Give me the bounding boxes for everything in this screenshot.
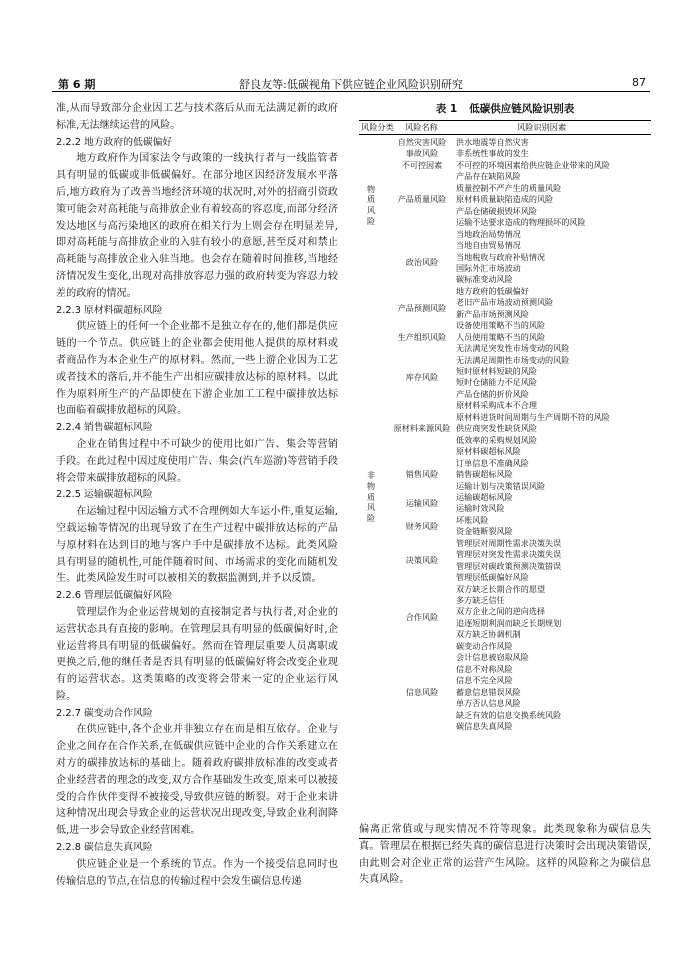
table-factor-cell: 供应商突发性缺货风险 bbox=[456, 423, 537, 434]
section-heading: 2.2.6 管理层低碳偏好风险 bbox=[56, 590, 173, 602]
table-factor-cell: 产品仓储破损毁坏风险 bbox=[456, 205, 537, 216]
table-factor-cell: 会计信息被窃取风险 bbox=[456, 652, 529, 663]
table-factor-cell: 产品存在缺陷风险 bbox=[456, 171, 521, 182]
table-factor-cell: 当地自由贸易情况 bbox=[456, 240, 521, 251]
table-title: 低碳供应链风险识别表 bbox=[469, 103, 575, 115]
table-risk-name-cell: 产品质量风险 bbox=[397, 194, 447, 205]
header-rule bbox=[52, 91, 650, 92]
table-factor-cell: 碳标准变动风险 bbox=[456, 274, 513, 285]
table-factor-cell: 多方缺乏信任 bbox=[456, 595, 505, 605]
table-factor-cell: 洪水地震等自然灾害 bbox=[456, 137, 529, 147]
section-heading: 2.2.3 原材料碳超标风险 bbox=[56, 304, 163, 316]
section-heading: 2.2.7 碳变动合作风险 bbox=[56, 707, 153, 719]
table-factor-cell: 运输碳超标风险 bbox=[456, 491, 513, 502]
table-factor-cell: 信息不对称风险 bbox=[456, 663, 513, 674]
table-factor-cell: 资金链断裂风险 bbox=[456, 526, 513, 537]
table-factor-cell: 碳信息失真风险 bbox=[456, 720, 513, 731]
section-heading: 2.2.8 碳信息失真风险 bbox=[56, 842, 153, 854]
table-factor-cell: 人员使用策略不当的风险 bbox=[456, 331, 546, 342]
table-factor-cell: 销售碳超标风险 bbox=[456, 469, 513, 480]
table-factor-cell: 蓄意信息错误风险 bbox=[456, 686, 521, 697]
table-factor-cell: 质量控制不严产生的质量风险 bbox=[456, 182, 562, 193]
table-category-cell: 物质风险 bbox=[366, 183, 376, 226]
table-factor-cell: 当地政治局势情况 bbox=[456, 228, 521, 239]
paragraph: 准,从而导致部分企业因工艺与技术落后从而无法满足新的政府标准,无法继续运营的风险。 bbox=[56, 103, 338, 131]
table-factor-cell: 坏账风险 bbox=[456, 514, 489, 525]
table-factor-cell: 双方企业之间的逆向选择 bbox=[456, 606, 546, 617]
table-risk-name-cell: 合作风险 bbox=[405, 612, 439, 623]
left-column bbox=[56, 101, 338, 890]
right-column bbox=[359, 822, 651, 889]
issue-label: 第 6 期 bbox=[58, 78, 96, 91]
table-factor-cell: 产品仓储的折价风险 bbox=[456, 388, 529, 399]
table-factor-cell: 短时原材料短缺的风险 bbox=[456, 366, 537, 376]
table-risk-name-cell: 不可控因素 bbox=[401, 159, 443, 170]
table-factor-cell: 当地税收与政府补贴情况 bbox=[456, 251, 546, 262]
table-factor-cell: 新产品市场预测风险 bbox=[456, 308, 529, 319]
table-factor-cell: 无法满足突发性市场变动的风险 bbox=[456, 343, 570, 354]
table-risk-name-cell: 财务风险 bbox=[405, 520, 439, 531]
table-risk-name-cell: 原材料来源风险 bbox=[393, 423, 451, 434]
table-factor-cell: 非系统性事故的发生 bbox=[456, 148, 529, 159]
table-factor-cell: 设备使用策略不当的风险 bbox=[456, 320, 546, 331]
paragraph: 供应链企业是一个系统的节点。作为一个接受信息同时也传输信息的节点,在信息的传输过程中会发生碳信息传递 bbox=[56, 858, 338, 887]
table-risk-name-cell: 生产组织风险 bbox=[397, 331, 447, 342]
table-factor-cell: 双方缺乏协调机制 bbox=[456, 629, 521, 640]
table-factor-cell: 不可控的环境因素给供应链企业带来的风险 bbox=[456, 159, 610, 170]
table-factor-cell: 无法满足周期性市场变动的风险 bbox=[456, 354, 570, 365]
page-number: 87 bbox=[632, 76, 646, 89]
table-risk-name-cell: 决策风险 bbox=[405, 554, 439, 565]
table-factor-cell: 管理层低碳偏好风险 bbox=[456, 572, 529, 583]
table-factor-cell: 原材料质量缺陷造成的风险 bbox=[456, 194, 554, 205]
table-body bbox=[359, 135, 651, 839]
table-factor-cell: 运输时效风险 bbox=[456, 503, 505, 514]
table-header-cell: 风险识别因素 bbox=[517, 122, 567, 132]
table-number: 表 1 bbox=[435, 103, 458, 115]
table-factor-cell: 管理层对碳政策预测决策错误 bbox=[456, 560, 562, 571]
table-factor-cell: 地方政府的低碳偏好 bbox=[456, 285, 529, 296]
table-factor-cell: 追逐短期利润而缺乏长期规划 bbox=[456, 617, 562, 628]
table-risk-name-cell: 政治风险 bbox=[405, 257, 439, 268]
paragraph: 在运输过程中因运输方式不合理例如大车运小件,重复运输,空载运输等情况的出现导致了在生产过程中碳排放达标的产品与原材料在达到目的地与客户手中是碳排放不达标。此类风险具有明显的随机性,可能伴随着时间、市场需求的变化而随机发生。此类风险发生时可以被相关的数据监测到,并予以反馈。 bbox=[56, 506, 338, 585]
table-factor-cell: 原材料碳超标风险 bbox=[456, 446, 521, 457]
section-heading: 2.2.4 销售碳超标风险 bbox=[56, 422, 153, 434]
paragraph: 管理层作为企业运营规划的直接制定者与执行者,对企业的运营状态具有直接的影响。在管理层具有明显的低碳偏好时,企业运营将具有明显的低碳偏好。然而在管理层重要人员离职或更换之后,他的继任者是否具有明显的低碳偏好将会改变企业现有的运营状态。这类策略的改变将会带来一定的企业运行风险。 bbox=[56, 606, 338, 702]
table-factor-cell: 信息不完全风险 bbox=[456, 675, 513, 686]
paragraph: 企业在销售过程中不可缺少的使用比如广告、集会等营销手段。在此过程中因过度使用广告、集会(汽车巡游)等营销手段将会带来碳排放超标的风险。 bbox=[56, 438, 338, 484]
table-risk-name-cell: 库存风险 bbox=[405, 371, 439, 382]
table-factor-cell: 低效率的采购规划风险 bbox=[456, 434, 537, 445]
table-factor-cell: 单方否认信息风险 bbox=[456, 698, 521, 709]
table-factor-cell: 碳变动合作风险 bbox=[456, 640, 513, 651]
table-category-cell: 非物质风险 bbox=[366, 470, 376, 523]
table-risk-name-cell: 自然灾害风险 bbox=[397, 137, 447, 147]
table-factor-cell: 双方缺乏长期合作的愿望 bbox=[456, 583, 546, 594]
table-factor-cell: 运输不达要求造成的物理损坏的风险 bbox=[456, 217, 586, 228]
table-factor-cell: 缺乏有效的信息交换系统风险 bbox=[456, 709, 562, 720]
table-risk-name-cell: 销售风险 bbox=[405, 469, 439, 480]
table-factor-cell: 老旧产品市场波动预测风险 bbox=[456, 297, 554, 308]
table-header-cell: 风险分类 bbox=[361, 122, 394, 132]
table-risk-name-cell: 事故风险 bbox=[405, 148, 439, 159]
section-heading: 2.2.5 运输碳超标风险 bbox=[56, 489, 153, 501]
table-factor-cell: 短时仓储能力不足风险 bbox=[456, 377, 537, 388]
table-factor-cell: 管理层对周期性需求决策失误 bbox=[456, 537, 562, 548]
table-risk-name-cell: 产品预测风险 bbox=[397, 303, 447, 314]
table-factor-cell: 管理层对突发性需求决策失误 bbox=[456, 549, 562, 560]
table-factor-cell: 国际外汇市场波动 bbox=[456, 262, 521, 273]
paragraph: 供应链上的任何一个企业都不是独立存在的,他们都是供应链的一个节点。供应链上的企业都会使用他人提供的原材料或者商品作为本企业生产的原材料。然而,一些上游企业因为工艺或者技术的落后,并不能生产出相应碳排放达标的原材料。以此作为原料所生产的产品即使在下游企业加工工程中碳排放达标也面临着碳排放超标的风险。 bbox=[56, 321, 338, 417]
section-heading: 2.2.2 地方政府的低碳偏好 bbox=[56, 136, 173, 148]
table-risk-name-cell: 运输风险 bbox=[405, 497, 439, 508]
paragraph: 偏离正常值或与现实情况不符等现象。此类现象称为碳信息失真。管理层在根据已经失真的碳信息进行决策时会出现决策错误,由此则会对企业正常的运营产生风险。这样的风险称之为碳信息失真风险。 bbox=[359, 824, 651, 886]
table-factor-cell: 原材料进货时间周期与生产周期不符的风险 bbox=[456, 411, 610, 422]
paragraph: 在供应链中,各个企业并非独立存在而是相互依存。企业与企业之间存在合作关系,在低碳供应链中企业的合作关系建立在对方的碳排放达标的基础上。随着政府碳排放标准的改变或者企业经营者的理念的改变,双方合作基础发生改变,原来可以被接受的合作伙伴变得不被接受,导致供应链的断裂。对于企业来讲这种情况出现会导致企业的运营状况出现改变,导致企业利润降低,进一步会导致企业经营困难。 bbox=[56, 724, 338, 837]
table-header-cell: 风险名称 bbox=[405, 122, 438, 132]
risk-table bbox=[359, 101, 651, 839]
table-factor-cell: 运输计划与决策错误风险 bbox=[456, 480, 546, 491]
table-risk-name-cell: 信息风险 bbox=[405, 686, 439, 697]
paragraph: 地方政府作为国家法令与政策的一线执行者与一线监管者具有明显的低碳或非低碳偏好。在部分地区因经济发展水平落后,地方政府为了改善当地经济环境的状况时,对外的招商引资政策可能会对高耗能与高排放企业有着较高的容忍度,而部分经济发达地区与高污染地区的政府在相关行为上则会存在明显差异,即对高耗能与高排放企业的入驻有较小的意愿,甚至反对和禁止高耗能与高排放企业入驻当地。也会存在随着时间推移,当地经济情况发生变化,出现对高排放容忍力强的政府转变为容忍力较差的政府的情况。 bbox=[56, 153, 338, 299]
table-caption bbox=[359, 101, 651, 116]
table-header-row bbox=[359, 120, 651, 135]
table-factor-cell: 原材料采购成本不合理 bbox=[456, 400, 537, 411]
running-title: 舒良友等:低碳视角下供应链企业风险识别研究 bbox=[239, 78, 463, 91]
table-factor-cell: 订单信息不准确风险 bbox=[456, 457, 529, 468]
